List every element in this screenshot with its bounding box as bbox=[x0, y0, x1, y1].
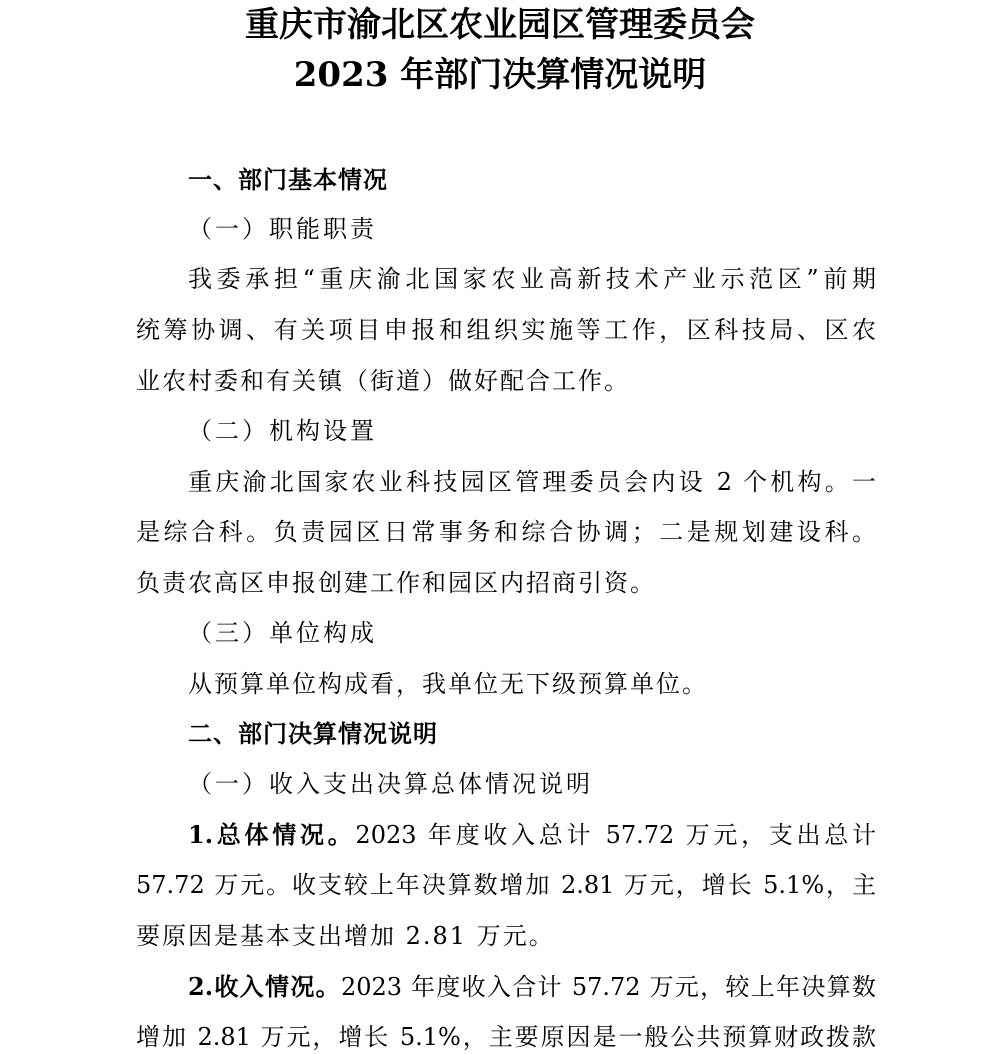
subsection-heading-functions: （一）职能职责 bbox=[188, 215, 377, 243]
document-title-line1: 重庆市渝北区农业园区管理委员会 bbox=[245, 5, 755, 45]
paragraph-line: 负责农高区申报创建工作和园区内招商引资。 bbox=[136, 569, 656, 597]
paragraph-line: 要原因是基本支出增加 2.81 万元。 bbox=[136, 922, 555, 950]
section-heading-final-accounts: 二、部门决算情况说明 bbox=[188, 719, 438, 748]
paragraph-line: 重庆渝北国家农业科技园区管理委员会内设 2 个机构。一 bbox=[188, 468, 876, 496]
paragraph-line: 57.72 万元。收支较上年决算数增加 2.81 万元，增长 5.1%，主 bbox=[136, 871, 876, 899]
paragraph-line: 增加 2.81 万元，增长 5.1%，主要原因是一般公共预算财政拨款 bbox=[136, 1023, 876, 1051]
paragraph-line: 我委承担“重庆渝北国家农业高新技术产业示范区”前期 bbox=[188, 265, 876, 293]
paragraph-first-line bbox=[188, 818, 876, 852]
section-heading-basic-info: 一、部门基本情况 bbox=[188, 165, 388, 194]
paragraph-text: 2023 年度收入总计 57.72 万元，支出总计 bbox=[355, 821, 876, 849]
paragraph-text: 2023 年度收入合计 57.72 万元，较上年决算数 bbox=[340, 973, 876, 1001]
paragraph-lead: 2.收入情况。 bbox=[188, 972, 341, 1001]
subsection-heading-units: （三）单位构成 bbox=[188, 619, 377, 647]
paragraph-line: 业农村委和有关镇（街道）做好配合工作。 bbox=[136, 367, 630, 395]
paragraph-lead: 1.总体情况。 bbox=[188, 820, 356, 849]
paragraph-line: 是综合科。负责园区日常事务和综合协调；二是规划建设科。 bbox=[136, 518, 876, 546]
document-title-line2: 2023 年部门决算情况说明 bbox=[293, 55, 707, 95]
subsection-heading-organization: （二）机构设置 bbox=[188, 417, 377, 445]
subsection-heading-overall: （一）收入支出决算总体情况说明 bbox=[188, 770, 593, 798]
paragraph-first-line bbox=[188, 970, 876, 1004]
paragraph-line: 从预算单位构成看，我单位无下级预算单位。 bbox=[188, 670, 708, 698]
paragraph-line: 统筹协调、有关项目申报和组织实施等工作，区科技局、区农 bbox=[136, 316, 876, 344]
